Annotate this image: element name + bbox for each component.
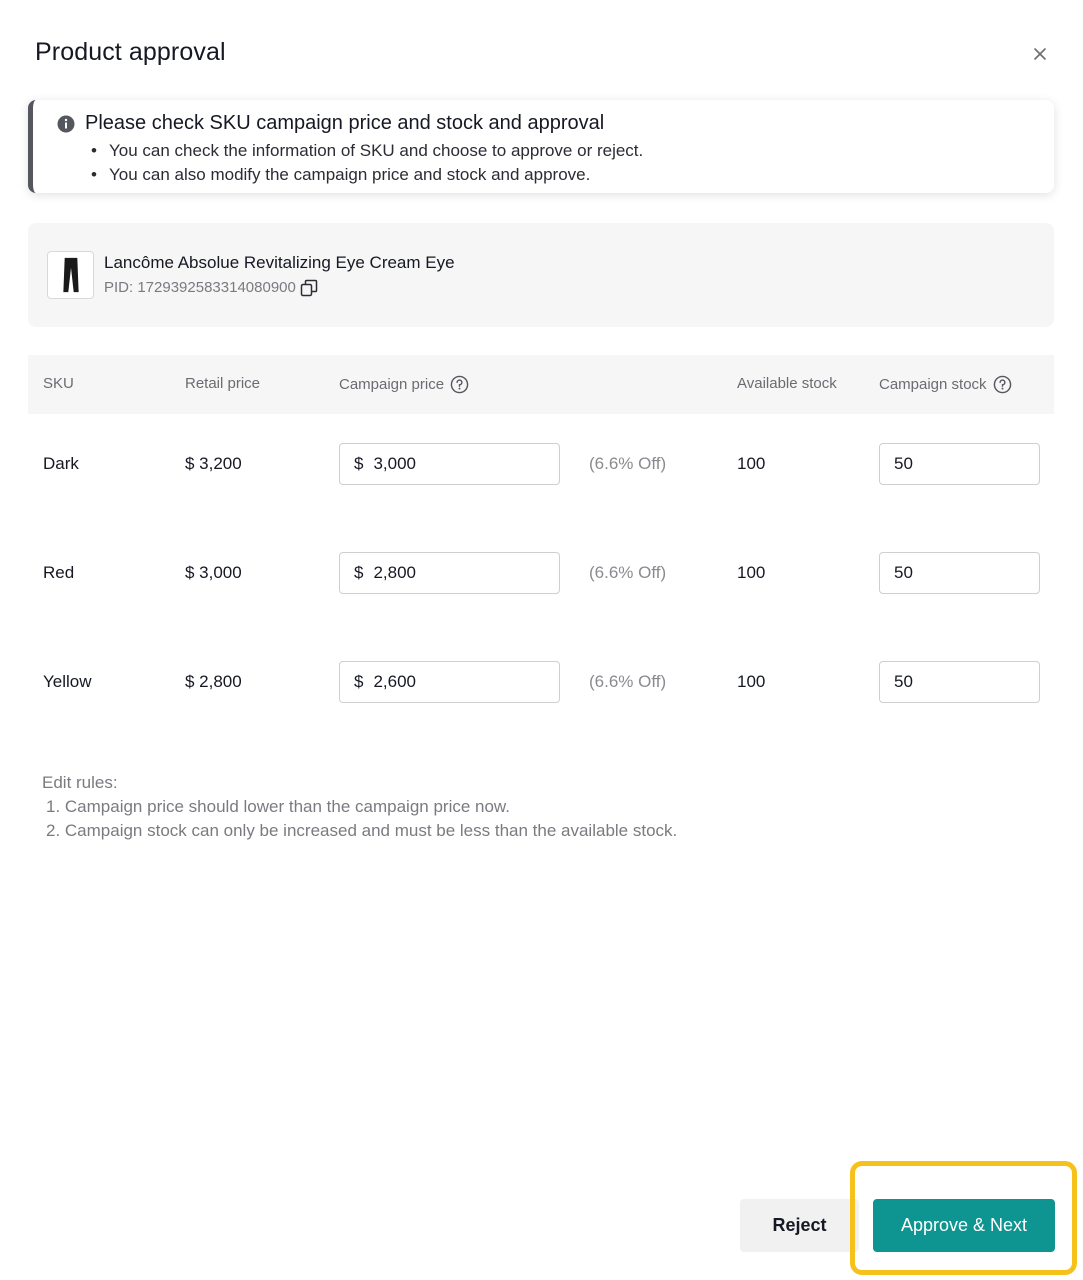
- available-stock: 100: [737, 454, 766, 473]
- campaign-stock-input[interactable]: [879, 661, 1040, 703]
- header-campaign-price: Campaign price: [339, 375, 469, 394]
- currency-symbol: $: [354, 563, 364, 582]
- close-icon[interactable]: [1028, 42, 1052, 66]
- notice-item: • You can check the information of SKU and choose to approve or reject.: [85, 139, 643, 163]
- edit-rules-heading: Edit rules:: [42, 773, 118, 792]
- discount-label: (6.6% Off): [589, 563, 667, 582]
- product-card: [28, 223, 1054, 327]
- notice-item: • You can also modify the campaign price and stock and approve.: [85, 163, 643, 187]
- campaign-stock-input[interactable]: [879, 552, 1040, 594]
- edit-rule-item: 1. Campaign price should lower than the campaign price now.: [46, 797, 510, 816]
- edit-rules-list: [42, 795, 677, 843]
- campaign-price-input[interactable]: [339, 443, 560, 485]
- discount-label: (6.6% Off): [589, 672, 667, 691]
- header-campaign-stock: Campaign stock: [879, 375, 1012, 394]
- copy-icon[interactable]: [300, 279, 318, 297]
- discount-label: (6.6% Off): [589, 454, 667, 473]
- sku-name: Dark: [43, 454, 79, 473]
- campaign-stock-value: 50: [894, 672, 913, 691]
- info-icon: [57, 115, 75, 133]
- campaign-price-input[interactable]: [339, 552, 560, 594]
- campaign-stock-value: 50: [894, 454, 913, 473]
- available-stock: 100: [737, 563, 766, 582]
- header-sku: SKU: [43, 375, 74, 392]
- sku-name: Red: [43, 563, 75, 582]
- campaign-stock-input[interactable]: [879, 443, 1040, 485]
- notice-list: [85, 139, 643, 187]
- campaign-price-input[interactable]: [339, 661, 560, 703]
- header-retail-price: Retail price: [185, 375, 261, 392]
- table-row: [28, 632, 1054, 741]
- available-stock: 100: [737, 672, 766, 691]
- help-icon[interactable]: [993, 375, 1012, 394]
- edit-rules: [42, 771, 677, 843]
- notice-title: Please check SKU campaign price and stock and approval: [85, 112, 605, 134]
- modal-title: Product approval: [35, 38, 226, 66]
- retail-price: $ 3,200: [185, 454, 242, 473]
- campaign-stock-value: 50: [894, 563, 913, 582]
- help-icon[interactable]: [450, 375, 469, 394]
- currency-symbol: $: [354, 672, 364, 691]
- table-row: [28, 523, 1054, 632]
- reject-button[interactable]: Reject: [740, 1199, 859, 1252]
- retail-price: $ 3,000: [185, 563, 242, 582]
- campaign-price-value: 3,000: [373, 454, 417, 473]
- currency-symbol: $: [354, 454, 364, 473]
- product-name: Lancôme Absolue Revitalizing Eye Cream Eye: [104, 253, 455, 272]
- campaign-price-value: 2,800: [373, 563, 417, 582]
- table-row: [28, 414, 1054, 523]
- table-header: [28, 355, 1054, 414]
- product-pid: PID: 1729392583314080900: [104, 279, 296, 296]
- pants-thumbnail: [47, 251, 94, 299]
- campaign-price-value: 2,600: [373, 672, 417, 691]
- notice-banner: [28, 100, 1054, 193]
- retail-price: $ 2,800: [185, 672, 242, 691]
- header-available-stock: Available stock: [737, 375, 837, 392]
- sku-name: Yellow: [43, 672, 92, 691]
- edit-rule-item: 2. Campaign stock can only be increased and must be less than the available stock.: [46, 821, 678, 840]
- approve-next-button[interactable]: Approve & Next: [873, 1199, 1055, 1252]
